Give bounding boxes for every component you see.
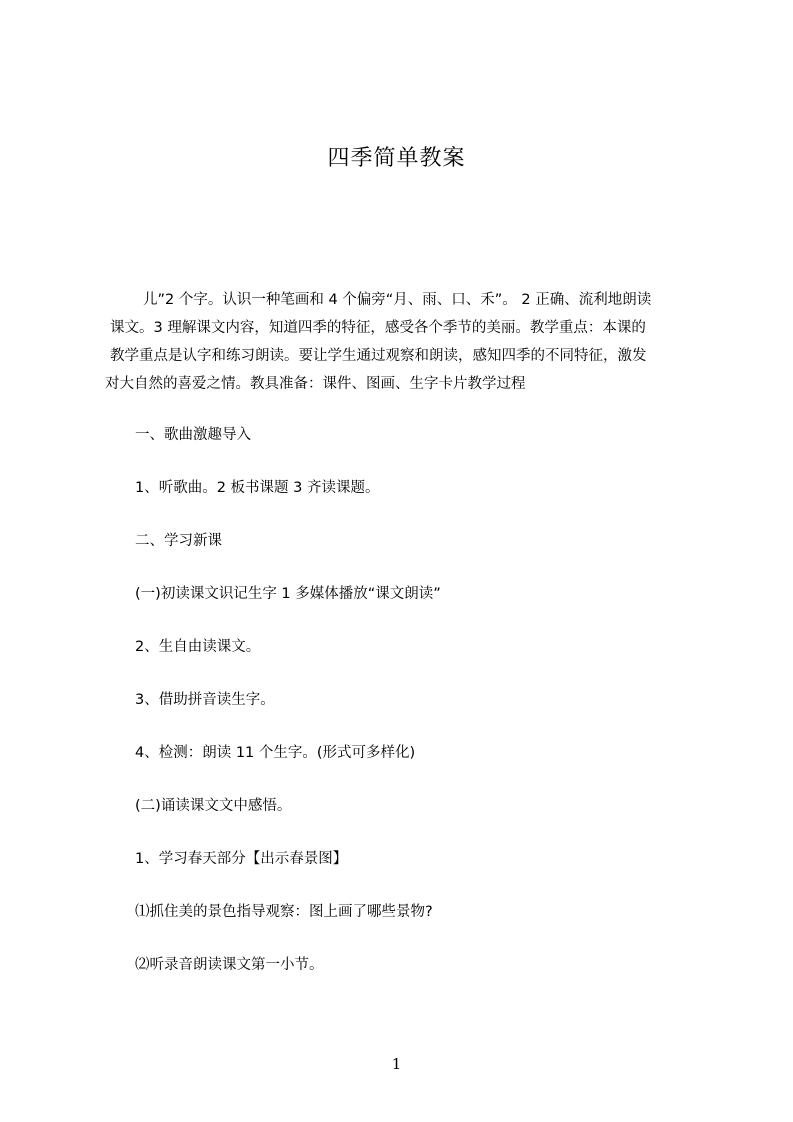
page-number: 1 [391, 1055, 402, 1073]
paragraph-8: ⑴抓住美的景色指导观察：图上画了哪些景物? [135, 904, 433, 920]
paragraph-4: 3、借助拼音读生字。 [135, 692, 275, 708]
intro-line-3: 教学重点是认字和练习朗读。要让学生通过观察和朗读，感知四季的不同特征，激发 [110, 348, 647, 364]
paragraph-9: ⑵听录音朗读课文第一小节。 [135, 957, 324, 973]
intro-line-4: 对大自然的喜爱之情。教具准备：课件、图画、生字卡片教学过程 [105, 376, 526, 392]
paragraph-5: 4、检测：朗读 11 个生字。(形式可多样化) [135, 745, 416, 761]
section-heading-1: 一、歌曲激趣导入 [135, 427, 251, 443]
paragraph-2: (一)初读课文识记生字 1 多媒体播放“课文朗读” [135, 586, 441, 602]
paragraph-6: (二)诵读课文文中感悟。 [135, 798, 292, 814]
paragraph-1: 1、听歌曲。2 板书课题 3 齐读课题。 [135, 480, 380, 496]
section-heading-2: 二、学习新课 [135, 533, 222, 549]
intro-line-2: 课文。3 理解课文内容，知道四季的特征，感受各个季节的美丽。教学重点：本课的 [110, 320, 646, 336]
paragraph-3: 2、生自由读课文。 [135, 639, 261, 655]
intro-line-1: 儿”2 个字。认识一种笔画和 4 个偏旁“月、雨、口、禾”。 2 正确、流利地朗读 [143, 292, 652, 308]
document-title: 四季简单教案 [327, 146, 466, 171]
paragraph-7: 1、学习春天部分【出示春景图】 [135, 851, 348, 867]
